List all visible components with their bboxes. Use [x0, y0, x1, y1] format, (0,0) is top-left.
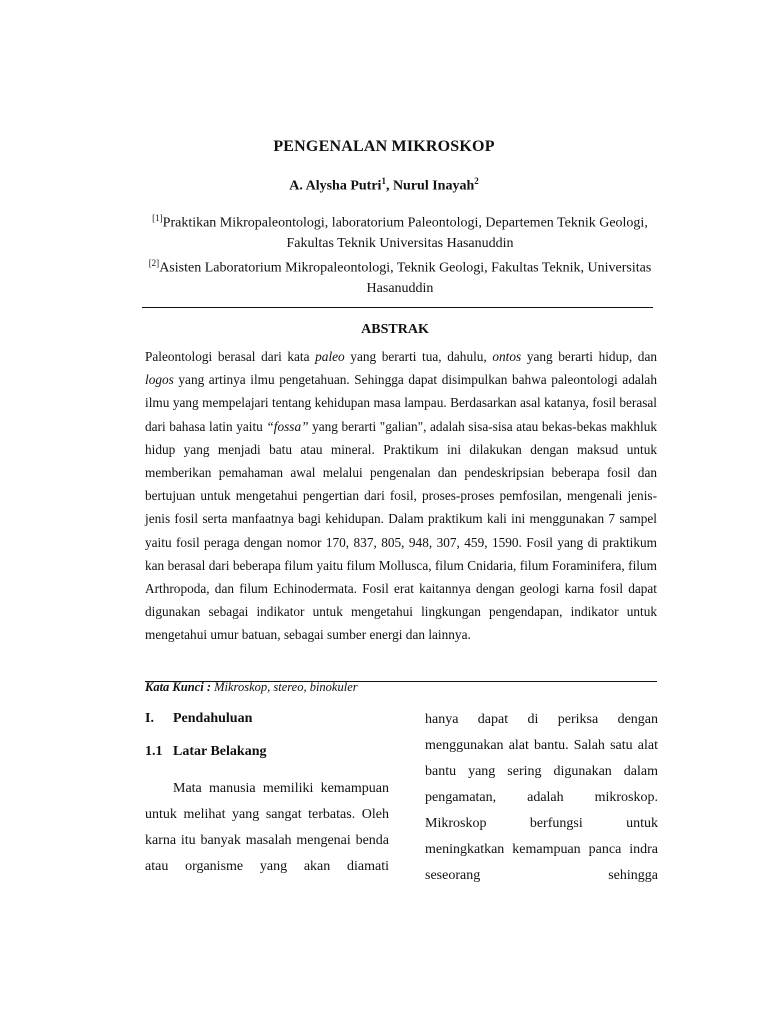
paper-title: PENGENALAN MIKROSKOP — [273, 138, 495, 155]
abstract-term: “fossa” — [266, 418, 309, 434]
header-divider — [142, 307, 653, 308]
section-title: Pendahuluan — [173, 711, 253, 726]
subsection-heading — [145, 744, 266, 760]
right-column — [425, 707, 658, 889]
subsection-number: 1.1 — [145, 744, 163, 759]
author-line: A. Alysha Putri$^1$, Nurul Inayah$^2$ — [289, 176, 479, 194]
abstract-text: yang berarti tua, dahulu, — [344, 349, 493, 364]
abstract-term: paleo — [315, 349, 345, 364]
left-column-paragraph: Mata manusia memiliki kemampuan untuk melihat yang sangat terbatas. Oleh karna itu banyak masalah mengenai benda atau organisme yang akan diamati — [145, 781, 389, 874]
abstract-text: Paleontologi berasal dari kata — [145, 349, 316, 364]
keywords-line — [145, 680, 358, 695]
right-column-paragraph: hanya dapat di periksa dengan menggunakan alat bantu. Salah satu alat bantu yang sering digunakan dalam pengamatan, adalah mikroskop. Mikroskop berfungsi untuk meningkatkan kemampuan panca indra seseorang sehingga — [425, 712, 658, 883]
affiliation-text: Asisten Laboratorium Mikropaleontologi, Teknik Geologi, Fakultas Teknik, Universitas Hasanuddin — [159, 260, 652, 296]
affiliation-text: Praktikan Mikropaleontologi, laboratorium Paleontologi, Departemen Teknik Geologi, Fakultas Teknik Universitas Hasanuddin — [162, 215, 648, 251]
author-superscript: 2 — [474, 176, 479, 186]
abstract-text: yang berarti "galian", adalah sisa-sisa atau bekas-bekas makhluk hidup yang menjadi batu atau mineral. Praktikum ini dilakukan dengan maksud untuk memberikan pemahaman awal melalui pengenalan dan pendeskripsian beberapa fosil dan bertujuan untuk mengetahui pengertian dari fosil, proses-proses pemfosilan, mengenali jenis-jenis fosil serta manfaatnya bagi kehidupan. Dalam praktikum kali ini menggunakan 7 sampel yaitu fosil peraga dengan nomor 170, 837, 805, 948, 307, 459, 1590. Fosil yang di praktikum kan berasal dari beberapa filum yaitu filum Mollusca, filum Cnidaria, filum Foraminifera, filum Arthropoda, dan filum Echinodermata. Fosil erat kaitannya dengan geologi karna fosil dapat digunakan sebagai indikator untuk mengetahui lingkungan pengendapan, indikator untuk mengetahui umur batuan, sebagai sumber energi dan lainnya. — [145, 418, 657, 643]
abstract-heading: ABSTRAK — [361, 322, 429, 337]
abstract-text: yang artinya ilmu pengetahuan. Sehingga dapat disimpulkan bahwa paleontologi adalah ilmu yang mempelajari tentang kehidupan masa lampau. Berdasarkan asal katanya, fosil berasal dari bahasa latin yaitu — [145, 372, 657, 434]
abstract-term: ontos — [492, 349, 522, 364]
abstract-paragraph — [145, 345, 657, 647]
author-name: A. Alysha Putri — [289, 178, 382, 194]
affiliation-marker: [2] — [148, 258, 160, 268]
author-superscript: 1 — [381, 176, 386, 186]
affiliation-2 — [140, 253, 660, 299]
keywords-value: Mikroskop, stereo, binokuler — [211, 680, 358, 694]
abstract-term: logos — [145, 372, 174, 388]
affiliation-1 — [140, 208, 660, 254]
keywords-label: Kata Kunci : — [145, 680, 211, 694]
subsection-title: Latar Belakang — [173, 744, 267, 759]
abstract-body — [145, 345, 657, 647]
section-number: I. — [145, 711, 154, 726]
abstract-text: yang berarti hidup, dan — [521, 349, 657, 364]
author-name: Nurul Inayah — [392, 178, 475, 194]
affiliation-marker: [1] — [152, 213, 163, 223]
section-heading — [145, 711, 252, 727]
left-column — [145, 776, 389, 880]
